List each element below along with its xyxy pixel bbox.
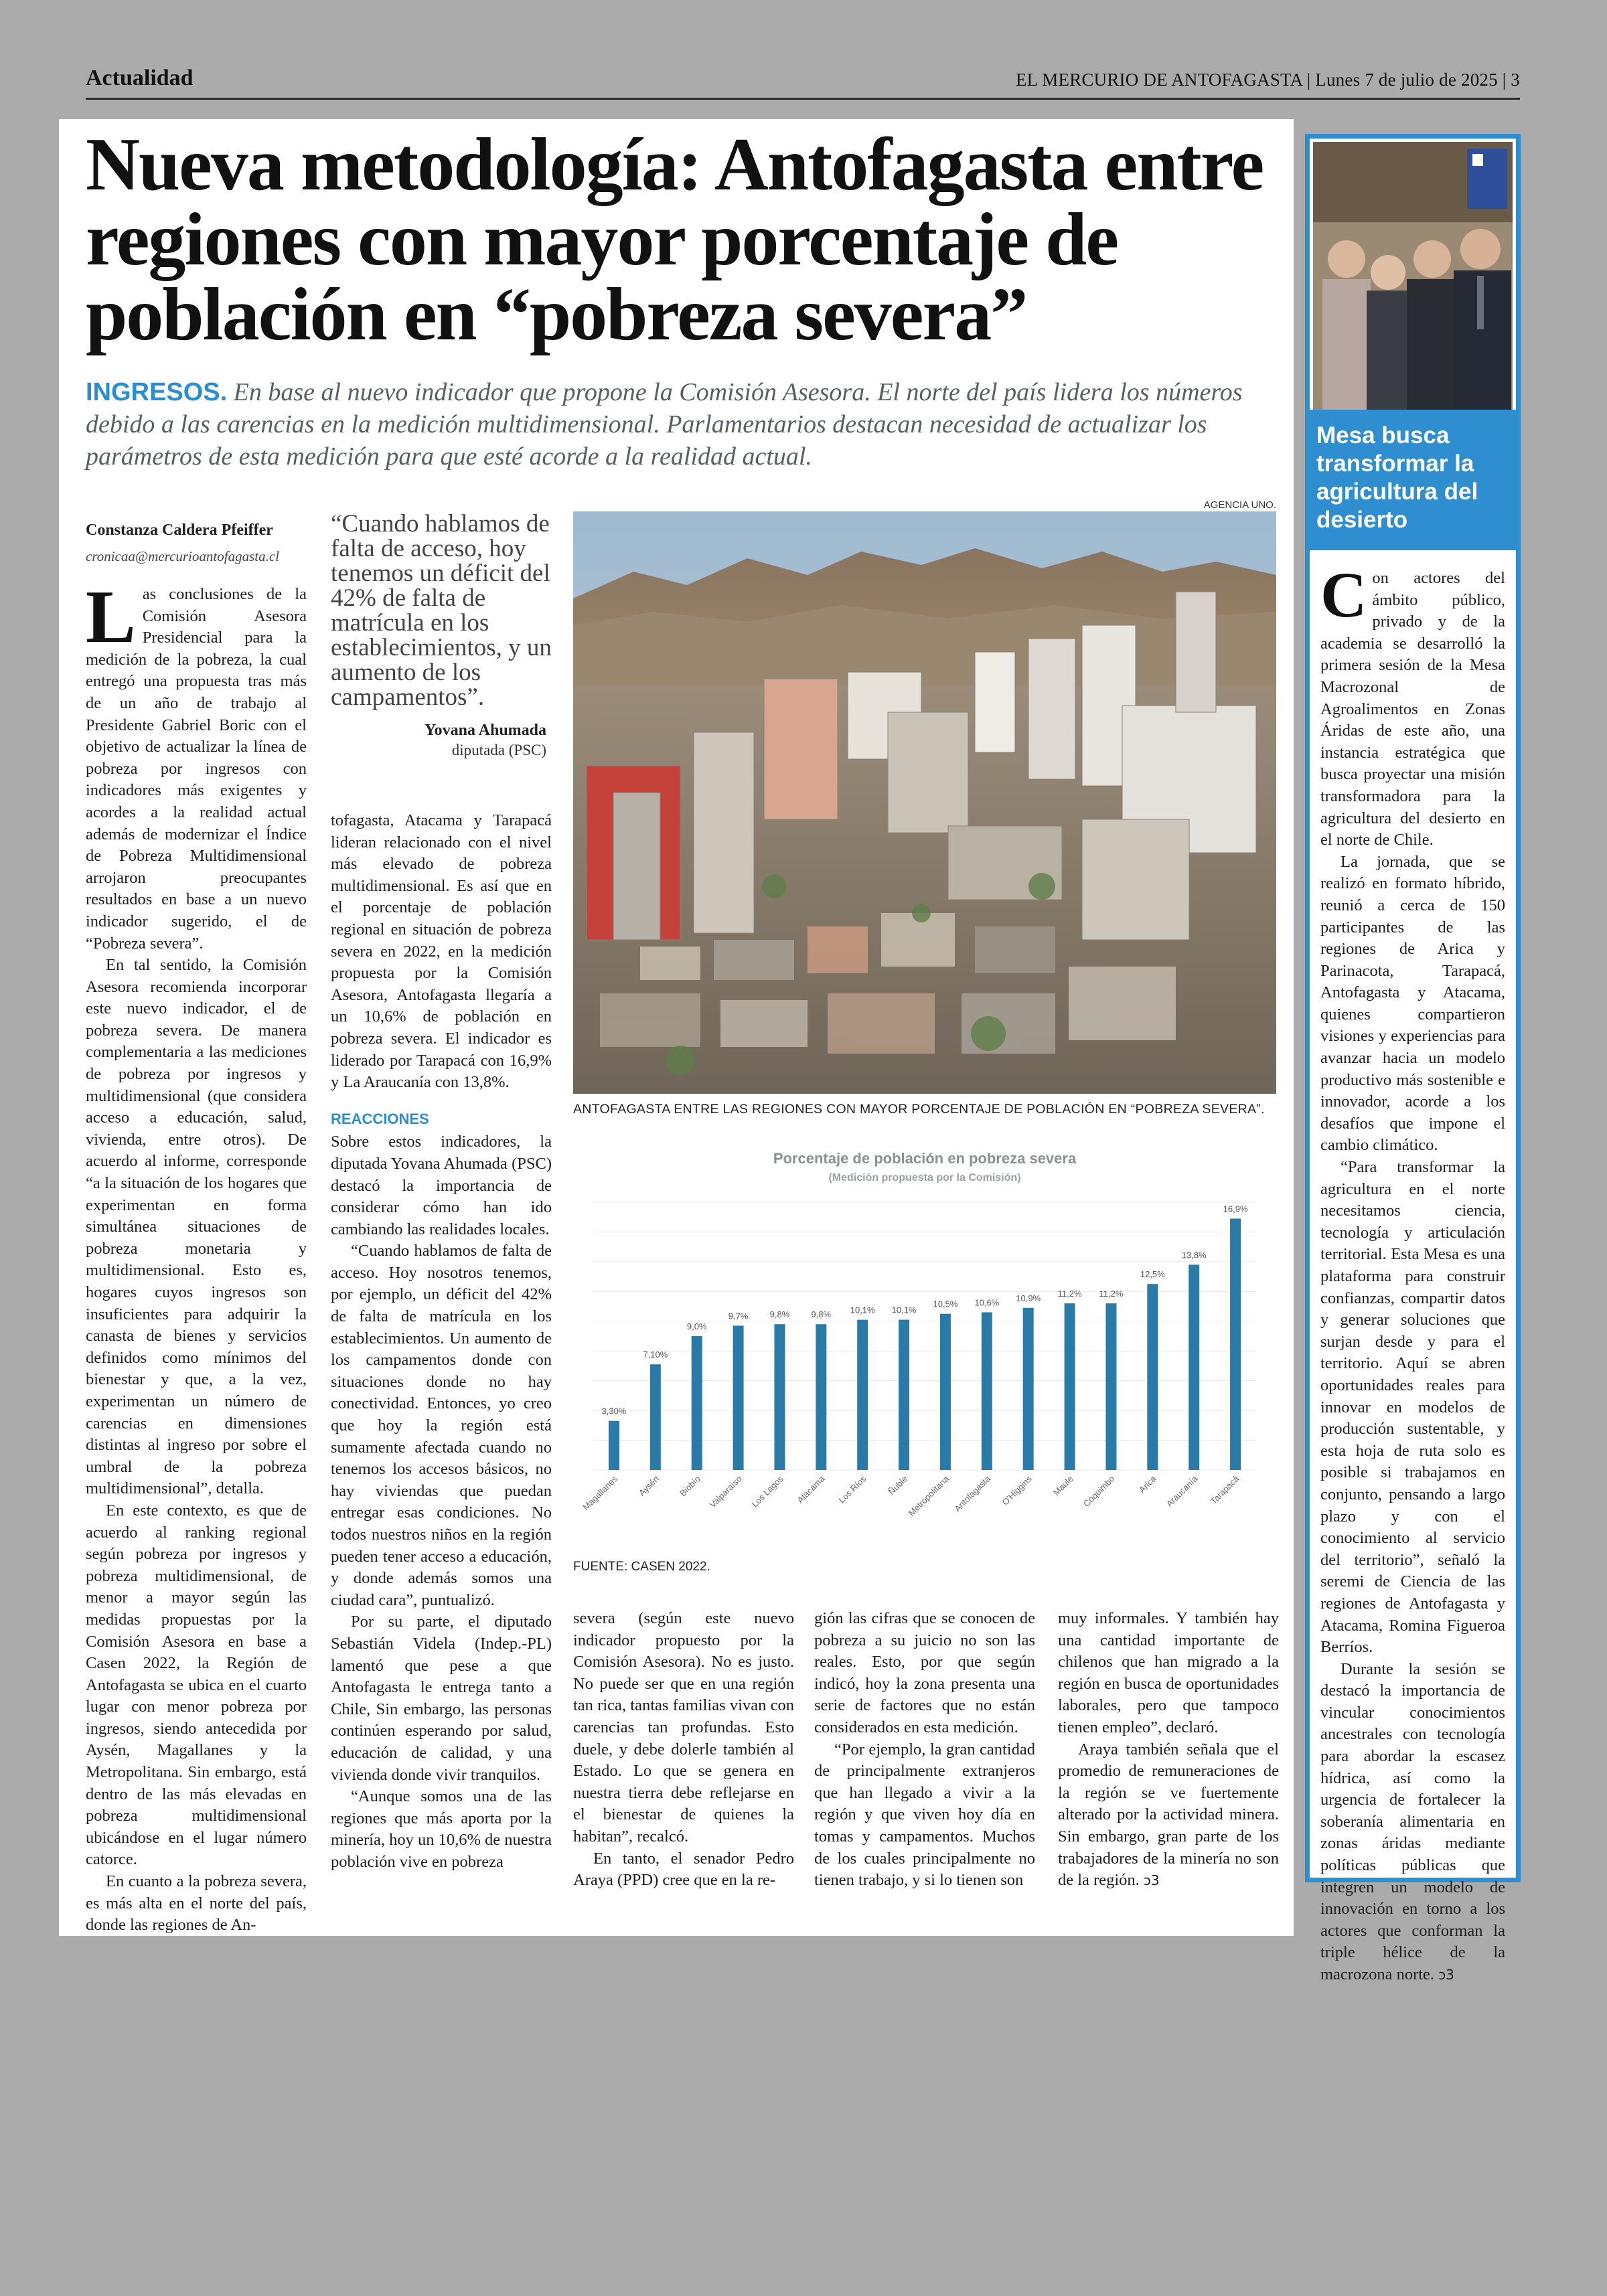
x-tick-label: Atacama: [795, 1473, 827, 1505]
paragraph-text: on actores del ámbito público, privado y de la academia se desarrolló la primera sesión de la Mesa Macrozonal de Agroalimentos en Zonas Áridas de este año, una instancia estratégica que busca proyectar una misión transformadora para la agricultura del desierto en el norte de Chile.: [1320, 569, 1505, 849]
bar-value-label: 10,1%: [891, 1305, 917, 1315]
end-mark-icon: ↄ3: [1143, 1872, 1160, 1889]
lede: [86, 376, 1284, 473]
x-tick-label: Maule: [1051, 1473, 1075, 1498]
byline-email[interactable]: cronicaa@mercurioantofagasta.cl: [86, 548, 279, 564]
bar-los-lagos: [774, 1324, 785, 1470]
x-tick-label: Araucanía: [1164, 1473, 1200, 1509]
chart-source: FUENTE: CASEN 2022.: [573, 1560, 710, 1574]
bar-ays-n: [650, 1364, 661, 1470]
sidebar-title: Mesa busca transformar la agricultura del desierto: [1316, 422, 1478, 533]
bar-value-label: 3,30%: [601, 1406, 627, 1416]
subhead-reacciones: REACCIONES: [331, 1110, 429, 1127]
bar--uble: [899, 1320, 909, 1470]
x-tick-label: Antofagasta: [952, 1473, 992, 1514]
paragraph: “Cuando hablamos de falta de acceso. Hoy nosotros tenemos, por ejemplo, un déficit del 42% de falta de matrícula en los establecimientos. Un aumento de los campamentos donde con situaciones donde no hay conectividad. Entonces, yo creo que hoy la región está sumamente afectada cuando no tenemos los accesos básicos, no hay viviendas que puedan entregar esas condiciones. No todos nuestros niños en la región pueden tener acceso a educación, y donde además somos una ciudad cara”, puntualizó.: [331, 1242, 552, 1609]
paragraph: [86, 576, 307, 955]
paragraph: Por su parte, el diputado Sebastián Videla (Indep.-PL) lamentó que pese a que Antofagasta le entrega tanto a Chile, Sin embargo, las personas continúen esperando por salud, educación de calidad, y una vivienda donde vivir tranquilos.: [331, 1613, 552, 1784]
bar-valpara-so: [733, 1325, 744, 1470]
bar-value-label: 9,0%: [686, 1321, 707, 1331]
end-mark-icon: ↄ3: [1438, 1967, 1454, 1983]
bar-value-label: 10,6%: [974, 1297, 1000, 1308]
x-tick-label: Ñuble: [886, 1473, 910, 1497]
column-5: [1058, 1608, 1279, 1892]
paragraph-text: Durante la sesión se destacó la importancia de vincular conocimientos ancestrales con tecnología para abordar la escasez hídrica, así como la urgencia de fortalecer la soberanía alimentaria en zonas áridas mediante políticas públicas que integren un modelo de innovación en torno a los actores que conforman la triple hélice de la macrozona norte.: [1320, 1659, 1505, 1983]
photo-caption: ANTOFAGASTA ENTRE LAS REGIONES CON MAYOR PORCENTAJE DE POBLACIÓN EN “POBREZA SEVERA”.: [573, 1102, 1265, 1117]
x-tick-label: O'Higgins: [1000, 1473, 1034, 1507]
paragraph: muy informales. Y también hay una cantidad importante de chilenos que han migrado a la región en busca de oportunidades laborales, pero que tampoco tienen empleo”, declaró.: [1058, 1609, 1279, 1736]
bar-value-label: 13,8%: [1181, 1250, 1207, 1260]
paragraph: “Para transformar la agricultura en el norte necesitamos ciencia, tecnología y articulación territorial. Esta Mesa es una plataforma para construir confianzas, compartir datos y generar soluciones que surjan desde y para el territorio. Aquí se abren oportunidades reales para innovar en modelos de producción sustentable, y esta hoja de ruta solo es posible si trabajamos en conjunto, pensando a largo plazo y con el conocimiento al servicio del territorio”, señaló la seremi de Ciencia de las regiones de Antofagasta y Atacama, Romina Figueroa Berríos.: [1320, 1158, 1505, 1657]
chart-svg: [573, 1142, 1276, 1570]
sidebar-photo: [1313, 142, 1513, 410]
paragraph: La jornada, que se realizó en formato híbrido, reunió a cerca de 150 participantes de las regiones de Arica y Parinacota, Tarapacá, Antofagasta y Atacama, quienes compartieron visiones y experiencias para avanzar hacia un modelo productivo más sostenible e innovador, acorde a los desafíos que impone el cambio climático.: [1320, 852, 1505, 1155]
paragraph: “Por ejemplo, la gran cantidad de principalmente extranjeros que han llegado a vivir a la región y que viven hoy día en tomas y campamentos. Muchos de los cuales principalmente no tienen trabajo, y si lo tienen son: [814, 1740, 1035, 1890]
header-rule: [86, 98, 1520, 100]
photo-credit: AGENCIA UNO.: [1203, 499, 1276, 511]
pull-quote: “Cuando hablamos de falta de acceso, hoy tenemos un déficit del 42% de falta de matrícula en los establecimientos, y un aumento de los campamentos”.: [331, 510, 552, 711]
chart-title: Porcentaje de población en pobreza severa: [773, 1150, 1077, 1167]
column-1: [86, 576, 307, 1937]
x-tick-label: Arica: [1136, 1473, 1158, 1495]
city-photo: [573, 511, 1276, 1094]
bar-value-label: 10,1%: [850, 1305, 875, 1315]
bar-value-label: 9,8%: [811, 1309, 832, 1320]
headline: Nueva metodología: Antofagasta entre regiones con mayor porcentaje de población en “pobreza severa”: [86, 123, 1264, 356]
section-label: Actualidad: [86, 66, 194, 90]
sidebar-dropcap: C: [1320, 559, 1367, 631]
bar-antofagasta: [982, 1312, 992, 1470]
bar-value-label: 10,9%: [1016, 1293, 1041, 1303]
byline: [86, 519, 307, 567]
paragraph: En tal sentido, la Comisión Asesora recomienda incorporar este nuevo indicador, el de pobreza severa. De manera complementaria a las mediciones de pobreza por ingresos y multidimensional (que considera acceso a educación, salud, vivienda, entre otros). De acuerdo al informe, corresponde “a la situación de los hogares que experimentan en forma simultánea situaciones de pobreza monetaria y multidimensional. Esto es, hogares cuyos ingresos son insuficientes para adquirir la canasta de bienes y servicios definidos como mínimos del bienestar y que, a la vez, experimentan un número de carencias en dimensiones distintas al ingreso por sobre el umbral de la pobreza multidimensional”, detalla.: [86, 956, 307, 1498]
x-tick-label: Los Lagos: [749, 1473, 785, 1509]
column-4: [814, 1608, 1035, 1892]
x-tick-label: Aysén: [636, 1473, 661, 1498]
bar-value-label: 7,10%: [643, 1349, 668, 1360]
bar-o-higgins: [1023, 1308, 1034, 1470]
bar-los-r-os: [857, 1320, 868, 1470]
bar-value-label: 9,8%: [769, 1309, 790, 1320]
paragraph: [1058, 1739, 1279, 1892]
quote-author-role: diputada (PSC): [451, 742, 546, 758]
bar-biob-o: [692, 1336, 702, 1470]
bar-maule: [1065, 1303, 1075, 1470]
byline-name: Constanza Caldera Pfeiffer: [86, 521, 273, 539]
bar-value-label: 9,7%: [728, 1311, 749, 1321]
bar-value-label: 10,5%: [933, 1299, 958, 1309]
bar-value-label: 11,2%: [1057, 1289, 1082, 1299]
paragraph-text: as conclusiones de la Comisión Asesora Presidencial para la medición de la pobreza, la cual entregó una propuesta tras más de un año de trabajo al Presidente Gabriel Boric con el objetivo de actualizar la línea de pobreza por ingresos con indicadores más exigentes y acordes a la realidad actual además de modernizar el Índice de Pobreza Multidimensional arrojaron preocupantes resultados en base a un nuevo indicador sugerido, el de “Pobreza severa”.: [86, 585, 307, 953]
x-tick-label: Metropolitana: [906, 1473, 951, 1518]
bar-magallanes: [609, 1421, 619, 1470]
dropcap: L: [86, 576, 136, 659]
x-tick-label: Valparaíso: [707, 1473, 744, 1510]
paragraph: “Aunque somos una de las regiones que más aporta por la minería, hoy un 10,6% de nuestra población vive en pobreza: [331, 1787, 552, 1871]
paragraph-text: Araya también señala que el promedio de remuneraciones de la región se ve fuertemente alterado por la actividad minera. Sin embargo, gran parte de los trabajadores de la minería no son de la región.: [1058, 1740, 1279, 1890]
x-tick-label: Magallanes: [581, 1473, 620, 1513]
sidebar-body: [1320, 559, 1505, 1986]
x-tick-label: Biobío: [678, 1473, 702, 1499]
chart-subtitle: (Medición propuesta por la Comisión): [828, 1172, 1021, 1183]
paragraph: tofagasta, Atacama y Tarapacá lideran relacionado con el nivel más elevado de pobreza multidimensional. Es así que en el porcentaje de población regional en situación de pobreza severa en 2022, en la medición propuesta por la Comisión Asesora, Antofagasta llegaría a un 10,6% de población en pobreza severa. El indicador es liderado por Tarapacá con 16,9% y La Araucanía con 13,8%.: [331, 811, 552, 1092]
column-3: [573, 1608, 794, 1892]
bar-arica: [1147, 1284, 1158, 1470]
bar-value-label: 16,9%: [1223, 1204, 1248, 1214]
paragraph: Sobre estos indicadores, la diputada Yovana Ahumada (PSC) destacó la importancia de considerar cómo han ido cambiando las realidades locales.: [331, 1133, 552, 1238]
paragraph: [1320, 1659, 1505, 1986]
paragraph: En cuanto a la pobreza severa, es más alta en el norte del país, donde las regiones de An-: [86, 1872, 307, 1935]
bar-coquimbo: [1105, 1303, 1116, 1470]
bar-chart: [573, 1142, 1276, 1570]
bar-value-label: 11,2%: [1099, 1289, 1124, 1299]
x-tick-label: Coquimbo: [1081, 1473, 1117, 1509]
bar-metropolitana: [940, 1314, 951, 1470]
quote-author: Yovana Ahumada: [424, 722, 546, 739]
bar-atacama: [816, 1324, 826, 1470]
paragraph: severa (según este nuevo indicador propuesto por la Comisión Asesora). No es justo. No puede ser que en una región tan rica, tantas familias vivan con carencias tan profundas. Esto duele, y debe dolerle también al Estado. Lo que se genera en nuestra tierra debe reflejarse en el bienestar de quienes la habitan”, recalcó.: [573, 1609, 794, 1846]
lede-kicker: INGRESOS.: [86, 378, 228, 406]
x-tick-label: Los Ríos: [836, 1473, 868, 1505]
bar-value-label: 12,5%: [1140, 1269, 1165, 1280]
bar-tarapac-: [1230, 1218, 1241, 1470]
paragraph: En este contexto, es que de acuerdo al ranking regional según pobreza por ingresos y pobreza multidimensional, de menor a mayor según las medidas propuestas por la Comisión Asesora en base a Casen 2022, la Región de Antofagasta se ubica en el cuarto lugar con menor pobreza por ingresos, siendo antecedida por Aysén, Magallanes y la Metropolitana. Sin embargo, está dentro de las más elevadas en pobreza multidimensional ubicándose en el lugar número catorce.: [86, 1501, 307, 1869]
paragraph: [1320, 559, 1505, 851]
x-tick-label: Tarapacá: [1208, 1473, 1241, 1506]
lede-text: En base al nuevo indicador que propone la Comisión Asesora. El norte del país lidera los números debido a las carencias en la medición multidimensional. Parlamentarios destacan necesidad de actualizar los parámetros de esta medición para que esté acorde a la realidad actual.: [86, 378, 1243, 471]
column-2: [331, 810, 552, 1874]
paragraph: En tanto, el senador Pedro Araya (PPD) cree que en la re-: [573, 1849, 794, 1890]
paragraph: gión las cifras que se conocen de pobreza a su juicio no son las reales. Esto, por que según indicó, hoy la zona presenta una serie de factores que no están considerados en esta medición.: [814, 1609, 1035, 1736]
publication-line: EL MERCURIO DE ANTOFAGASTA | Lunes 7 de julio de 2025 | 3: [1015, 70, 1520, 90]
bar-araucan-a: [1189, 1264, 1199, 1470]
